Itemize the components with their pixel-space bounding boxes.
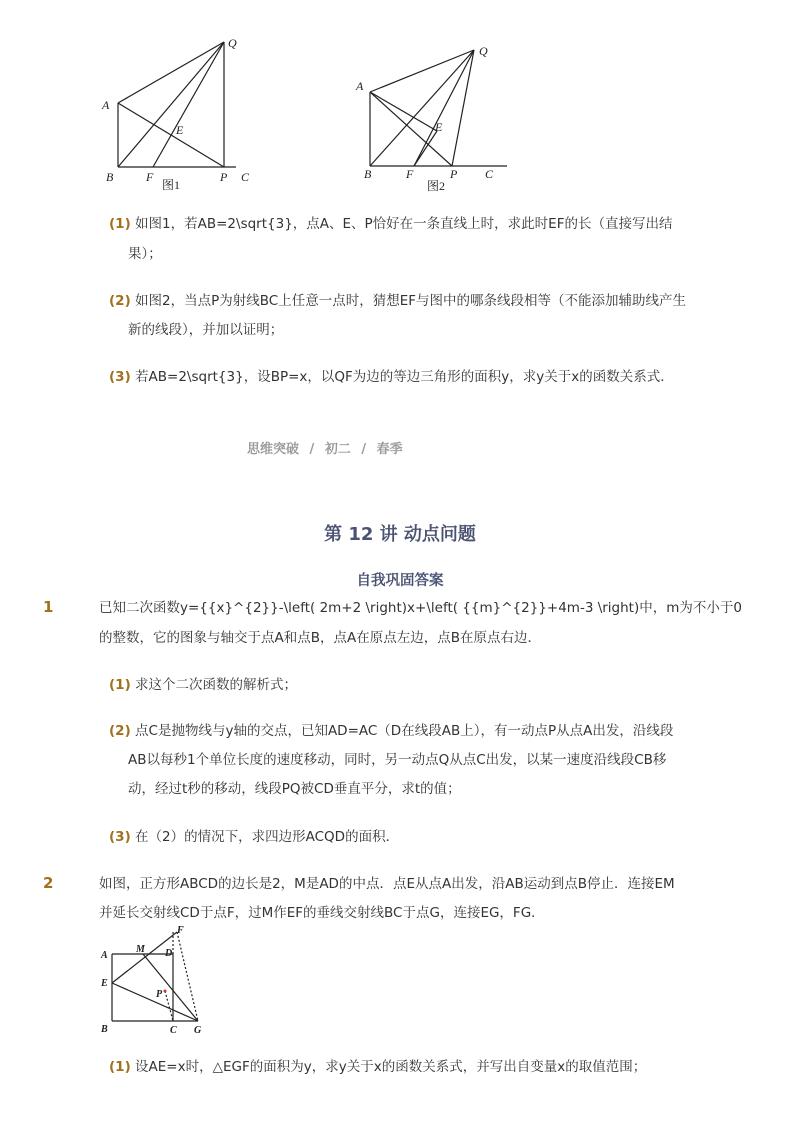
problem-1-q2-line3: 动，经过t秒的移动，线段PQ被CD垂直平分，求t的值； <box>128 781 461 797</box>
problem-1-q2-number: (2) <box>109 723 131 739</box>
section-title: 自我巩固答案 <box>356 573 444 589</box>
fig3-label-a: A <box>101 950 108 961</box>
footer-season: 春季 <box>376 442 403 457</box>
problem-1-q3 <box>109 822 399 852</box>
problem-2-q1 <box>109 1052 646 1082</box>
problem-1-q2-line1 <box>109 716 673 746</box>
fig2-segment-ae <box>370 92 437 131</box>
fig3-label-f: F <box>177 925 184 936</box>
problem-1-line1: 已知二次函数y={{x}^{2}}-\left( 2m+2 \right)x+\left( {{m}^{2}}+4m-3 \right)中，m为不小于0 <box>99 600 742 616</box>
prev-question-2-number: (2) <box>109 293 131 309</box>
fig3-label-m: M <box>136 944 145 955</box>
prev-question-1-line2: 果）； <box>128 246 162 262</box>
fig2-label-a: A <box>356 79 364 93</box>
fig1-label-a: A <box>102 98 110 112</box>
fig2-segment-bq <box>370 50 474 166</box>
problem-2-number: 2 <box>43 874 54 892</box>
prev-question-2-line1 <box>109 286 686 316</box>
fig1-segment-fq <box>153 42 224 167</box>
figure-3 <box>95 925 215 1040</box>
prev-question-2-line2: 新的线段），并加以证明； <box>128 322 284 338</box>
problem-2-line2: 并延长交射线CD于点F，过M作EF的垂线交射线BC于点G，连接EG，FG． <box>99 905 545 921</box>
problem-1-q3-text: 在（2）的情况下，求四边形ACQD的面积． <box>135 829 400 845</box>
fig2-segment-aq <box>370 50 474 92</box>
fig3-label-p: P <box>156 989 163 1000</box>
prev-question-1-text: 如图1，若AB=2\sqrt{3}，点A、E、P恰好在一条直线上时，求此时EF的长（直接写出结 <box>135 216 673 232</box>
problem-1-q3-number: (3) <box>109 829 131 845</box>
figure-1 <box>98 32 268 197</box>
fig1-caption: 图1 <box>162 178 181 192</box>
fig3-segment-eg <box>112 983 198 1021</box>
problem-1-q1-number: (1) <box>109 677 131 693</box>
fig2-caption: 图2 <box>427 179 446 193</box>
fig2-label-e: E <box>435 120 443 134</box>
prev-question-1-number: (1) <box>109 216 131 232</box>
fig2-label-q: Q <box>479 44 488 58</box>
fig3-label-c: C <box>170 1025 177 1036</box>
footer-separator-1: / <box>309 442 315 457</box>
prev-question-3-line1 <box>109 362 674 392</box>
fig1-label-q: Q <box>228 36 237 50</box>
fig3-label-b: B <box>101 1024 108 1035</box>
fig3-segment-pc <box>165 991 173 1021</box>
prev-question-3-number: (3) <box>109 369 131 385</box>
fig2-label-b: B <box>364 167 372 181</box>
fig1-label-c: C <box>241 170 250 184</box>
problem-2-q1-number: (1) <box>109 1059 131 1075</box>
footer-separator-2: / <box>361 442 367 457</box>
footer-brand: 思维突破 <box>247 442 300 457</box>
fig1-label-p: P <box>220 170 228 184</box>
fig3-label-e: E <box>101 978 108 989</box>
fig3-label-d: D <box>165 948 173 959</box>
footer-grade: 初二 <box>324 442 351 457</box>
problem-1-q1-text: 求这个二次函数的解析式； <box>135 677 298 693</box>
problem-1-line2: 的整数，它的图象与轴交于点A和点B，点A在原点左边，点B在原点右边． <box>99 630 541 646</box>
problem-1-q2-line2: AB以每秒1个单位长度的速度移动，同时，另一动点Q从点C出发，以某一速度沿线段CB移 <box>128 752 667 768</box>
fig2-label-f: F <box>406 167 414 181</box>
fig1-label-b: B <box>106 170 114 184</box>
fig2-segment-ef <box>414 131 437 166</box>
fig2-segment-pq <box>452 50 474 166</box>
figure-2 <box>352 38 517 198</box>
problem-1-q2-text: 点C是抛物线与y轴的交点，已知AD=AC（D在线段AB上），有一动点P从点A出发，沿线段 <box>135 723 674 739</box>
problem-1-number: 1 <box>43 598 54 616</box>
fig1-segment-bq <box>118 42 224 167</box>
problem-1-q1 <box>109 670 297 700</box>
page-footer <box>247 438 403 457</box>
lecture-title: 第 12 讲 动点问题 <box>324 524 476 545</box>
fig3-label-g: G <box>194 1025 202 1036</box>
fig1-label-f: F <box>146 170 154 184</box>
fig1-segment-aq <box>118 42 224 103</box>
fig2-segment-fq <box>414 50 474 166</box>
problem-2-q1-text: 设AE=x时，△EGF的面积为y，求y关于x的函数关系式，并写出自变量x的取值范围； <box>135 1059 647 1075</box>
fig2-label-p: P <box>450 167 458 181</box>
fig2-label-c: C <box>485 167 494 181</box>
fig1-label-e: E <box>176 123 184 137</box>
prev-question-1-line1 <box>109 209 672 239</box>
problem-2-line1: 如图，正方形ABCD的边长是2，M是AD的中点．点E从点A出发，沿AB运动到点B停止．连接EM <box>99 876 675 892</box>
fig3-point-p <box>164 990 167 993</box>
prev-question-2-text: 如图2，当点P为射线BC上任意一点时，猜想EF与图中的哪条线段相等（不能添加辅助线产生 <box>135 293 687 309</box>
prev-question-3-text: 若AB=2\sqrt{3}，设BP=x，以QF为边的等边三角形的面积y，求y关于x的函数关系式． <box>135 369 674 385</box>
